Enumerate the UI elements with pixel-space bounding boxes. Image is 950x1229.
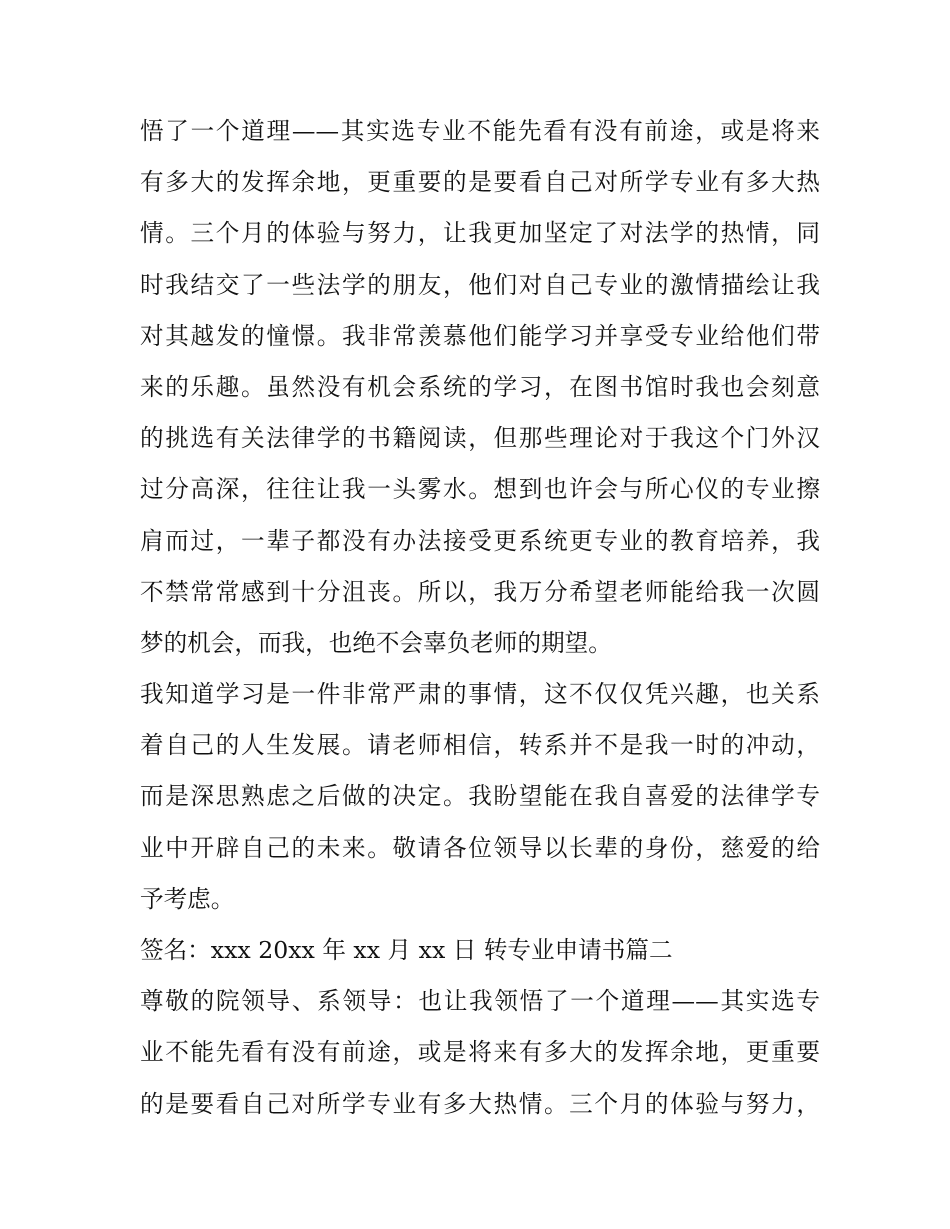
text-line: 对其越发的憧憬。我非常羡慕他们能学习并享受专业给他们带 — [140, 321, 820, 350]
text-line: 尊敬的院领导、系领导：也让我领悟了一个道理——其实选专 — [140, 987, 820, 1016]
text-line: 情。三个月的体验与努力，让我更加坚定了对法学的热情，同 — [140, 219, 820, 248]
text-line: 过分高深，往往让我一头雾水。想到也许会与所心仪的专业擦 — [140, 475, 820, 504]
text-line: 的是要看自己对所学专业有多大热情。三个月的体验与努力， — [140, 1089, 820, 1118]
signature-line: 签名：xxx 20xx 年 xx 月 xx 日 转专业申请书篇二 — [140, 936, 673, 964]
text-line: 来的乐趣。虽然没有机会系统的学习，在图书馆时我也会刻意 — [140, 372, 820, 401]
text-line: 梦的机会，而我，也绝不会辜负老师的期望。 — [140, 628, 612, 657]
text-line: 不禁常常感到十分沮丧。所以，我万分希望老师能给我一次圆 — [140, 577, 820, 606]
text-line: 的挑选有关法律学的书籍阅读，但那些理论对于我这个门外汉 — [140, 424, 820, 453]
text-line: 悟了一个道理——其实选专业不能先看有没有前途，或是将来 — [140, 117, 820, 145]
text-line: 而是深思熟虑之后做的决定。我盼望能在我自喜爱的法律学专 — [140, 782, 820, 811]
text-line: 我知道学习是一件非常严肃的事情，这不仅仅凭兴趣，也关系 — [140, 680, 820, 709]
text-line: 肩而过，一辈子都没有办法接受更系统更专业的教育培养，我 — [140, 526, 820, 555]
document-body — [140, 106, 820, 1130]
text-line: 业中开辟自己的未来。敬请各位领导以长辈的身份，慈爱的给 — [140, 833, 820, 862]
text-line: 予考虑。 — [140, 884, 235, 913]
text-line: 有多大的发挥余地，更重要的是要看自己对所学专业有多大热 — [140, 168, 820, 197]
text-line: 业不能先看有没有前途，或是将来有多大的发挥余地，更重要 — [140, 1038, 820, 1067]
text-line: 着自己的人生发展。请老师相信，转系并不是我一时的冲动， — [140, 731, 820, 760]
text-line: 时我结交了一些法学的朋友，他们对自己专业的激情描绘让我 — [140, 270, 820, 299]
